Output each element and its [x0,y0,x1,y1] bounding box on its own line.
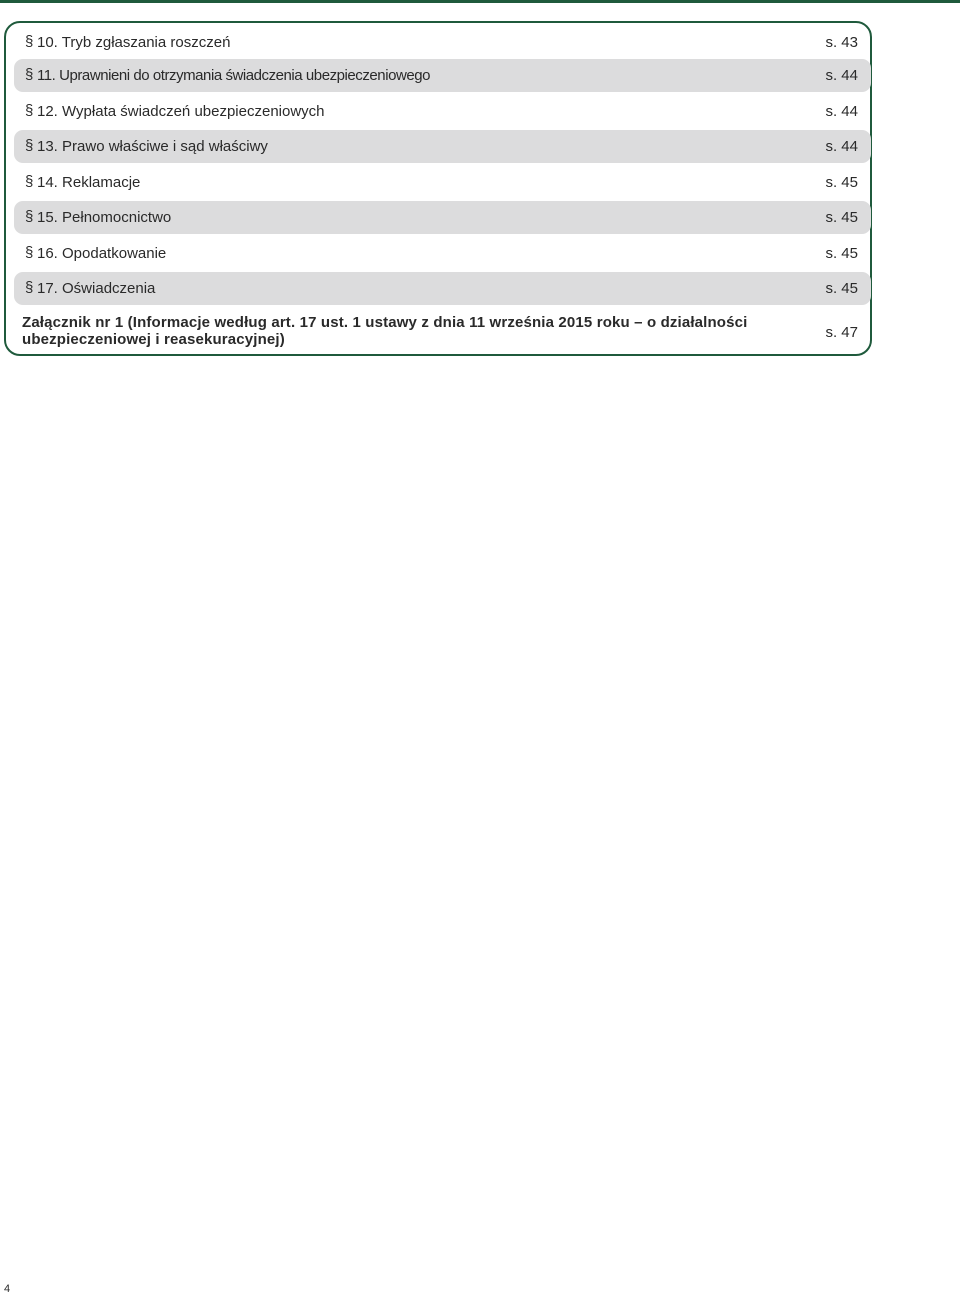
section-sign-icon: § [25,137,34,154]
section-sign-icon: § [25,208,34,225]
appendix-title: Załącznik nr 1 (Informacje według art. 17 ust. 1 ustawy z dnia 11 września 2015 roku – o działalności ubezpieczeniowej i reasekuracyjnej) [22,314,748,348]
toc-entry-title: 15. Pełnomocnictwo [37,209,172,226]
appendix-page: s. 47 [825,324,858,341]
section-sign-icon: § [25,244,34,261]
toc-entry-title: 17. Oświadczenia [37,280,156,297]
page-number: 4 [4,1283,11,1295]
toc-entry-title: 11. Uprawnieni do otrzymania świadczenia ubezpieczeniowego [37,67,431,84]
toc-entry-title: 12. Wypłata świadczeń ubezpieczeniowych [37,103,325,120]
section-sign-icon: § [25,66,34,83]
toc-entry-page: s. 45 [825,280,858,297]
toc-entry-14[interactable] [14,166,871,199]
toc-entry-page: s. 44 [825,103,858,120]
toc-entry-17[interactable] [14,272,871,305]
toc-entry-title: 13. Prawo właściwe i sąd właściwy [37,138,268,155]
toc-entry-title: 14. Reklamacje [37,174,141,191]
toc-entry-page: s. 45 [825,209,858,226]
toc-entry-15[interactable] [14,201,871,234]
toc-entry-page: s. 44 [825,138,858,155]
section-sign-icon: § [25,173,34,190]
toc-entry-11[interactable] [14,59,871,92]
toc-entry-page: s. 45 [825,245,858,262]
section-sign-icon: § [25,33,34,50]
section-sign-icon: § [25,102,34,119]
toc-entry-12[interactable] [14,95,871,128]
table-of-contents [4,21,872,356]
top-rule [0,0,960,3]
section-sign-icon: § [25,279,34,296]
toc-entry-page: s. 44 [825,67,858,84]
toc-entry-page: s. 45 [825,174,858,191]
toc-entry-page: s. 43 [825,34,858,51]
toc-entry-appendix-1[interactable] [14,309,871,351]
toc-entry-16[interactable] [14,237,871,270]
toc-entry-title: 16. Opodatkowanie [37,245,167,262]
toc-entry-title: 10. Tryb zgłaszania roszczeń [37,34,231,51]
toc-entry-13[interactable] [14,130,871,163]
toc-entry-10[interactable] [14,26,871,59]
